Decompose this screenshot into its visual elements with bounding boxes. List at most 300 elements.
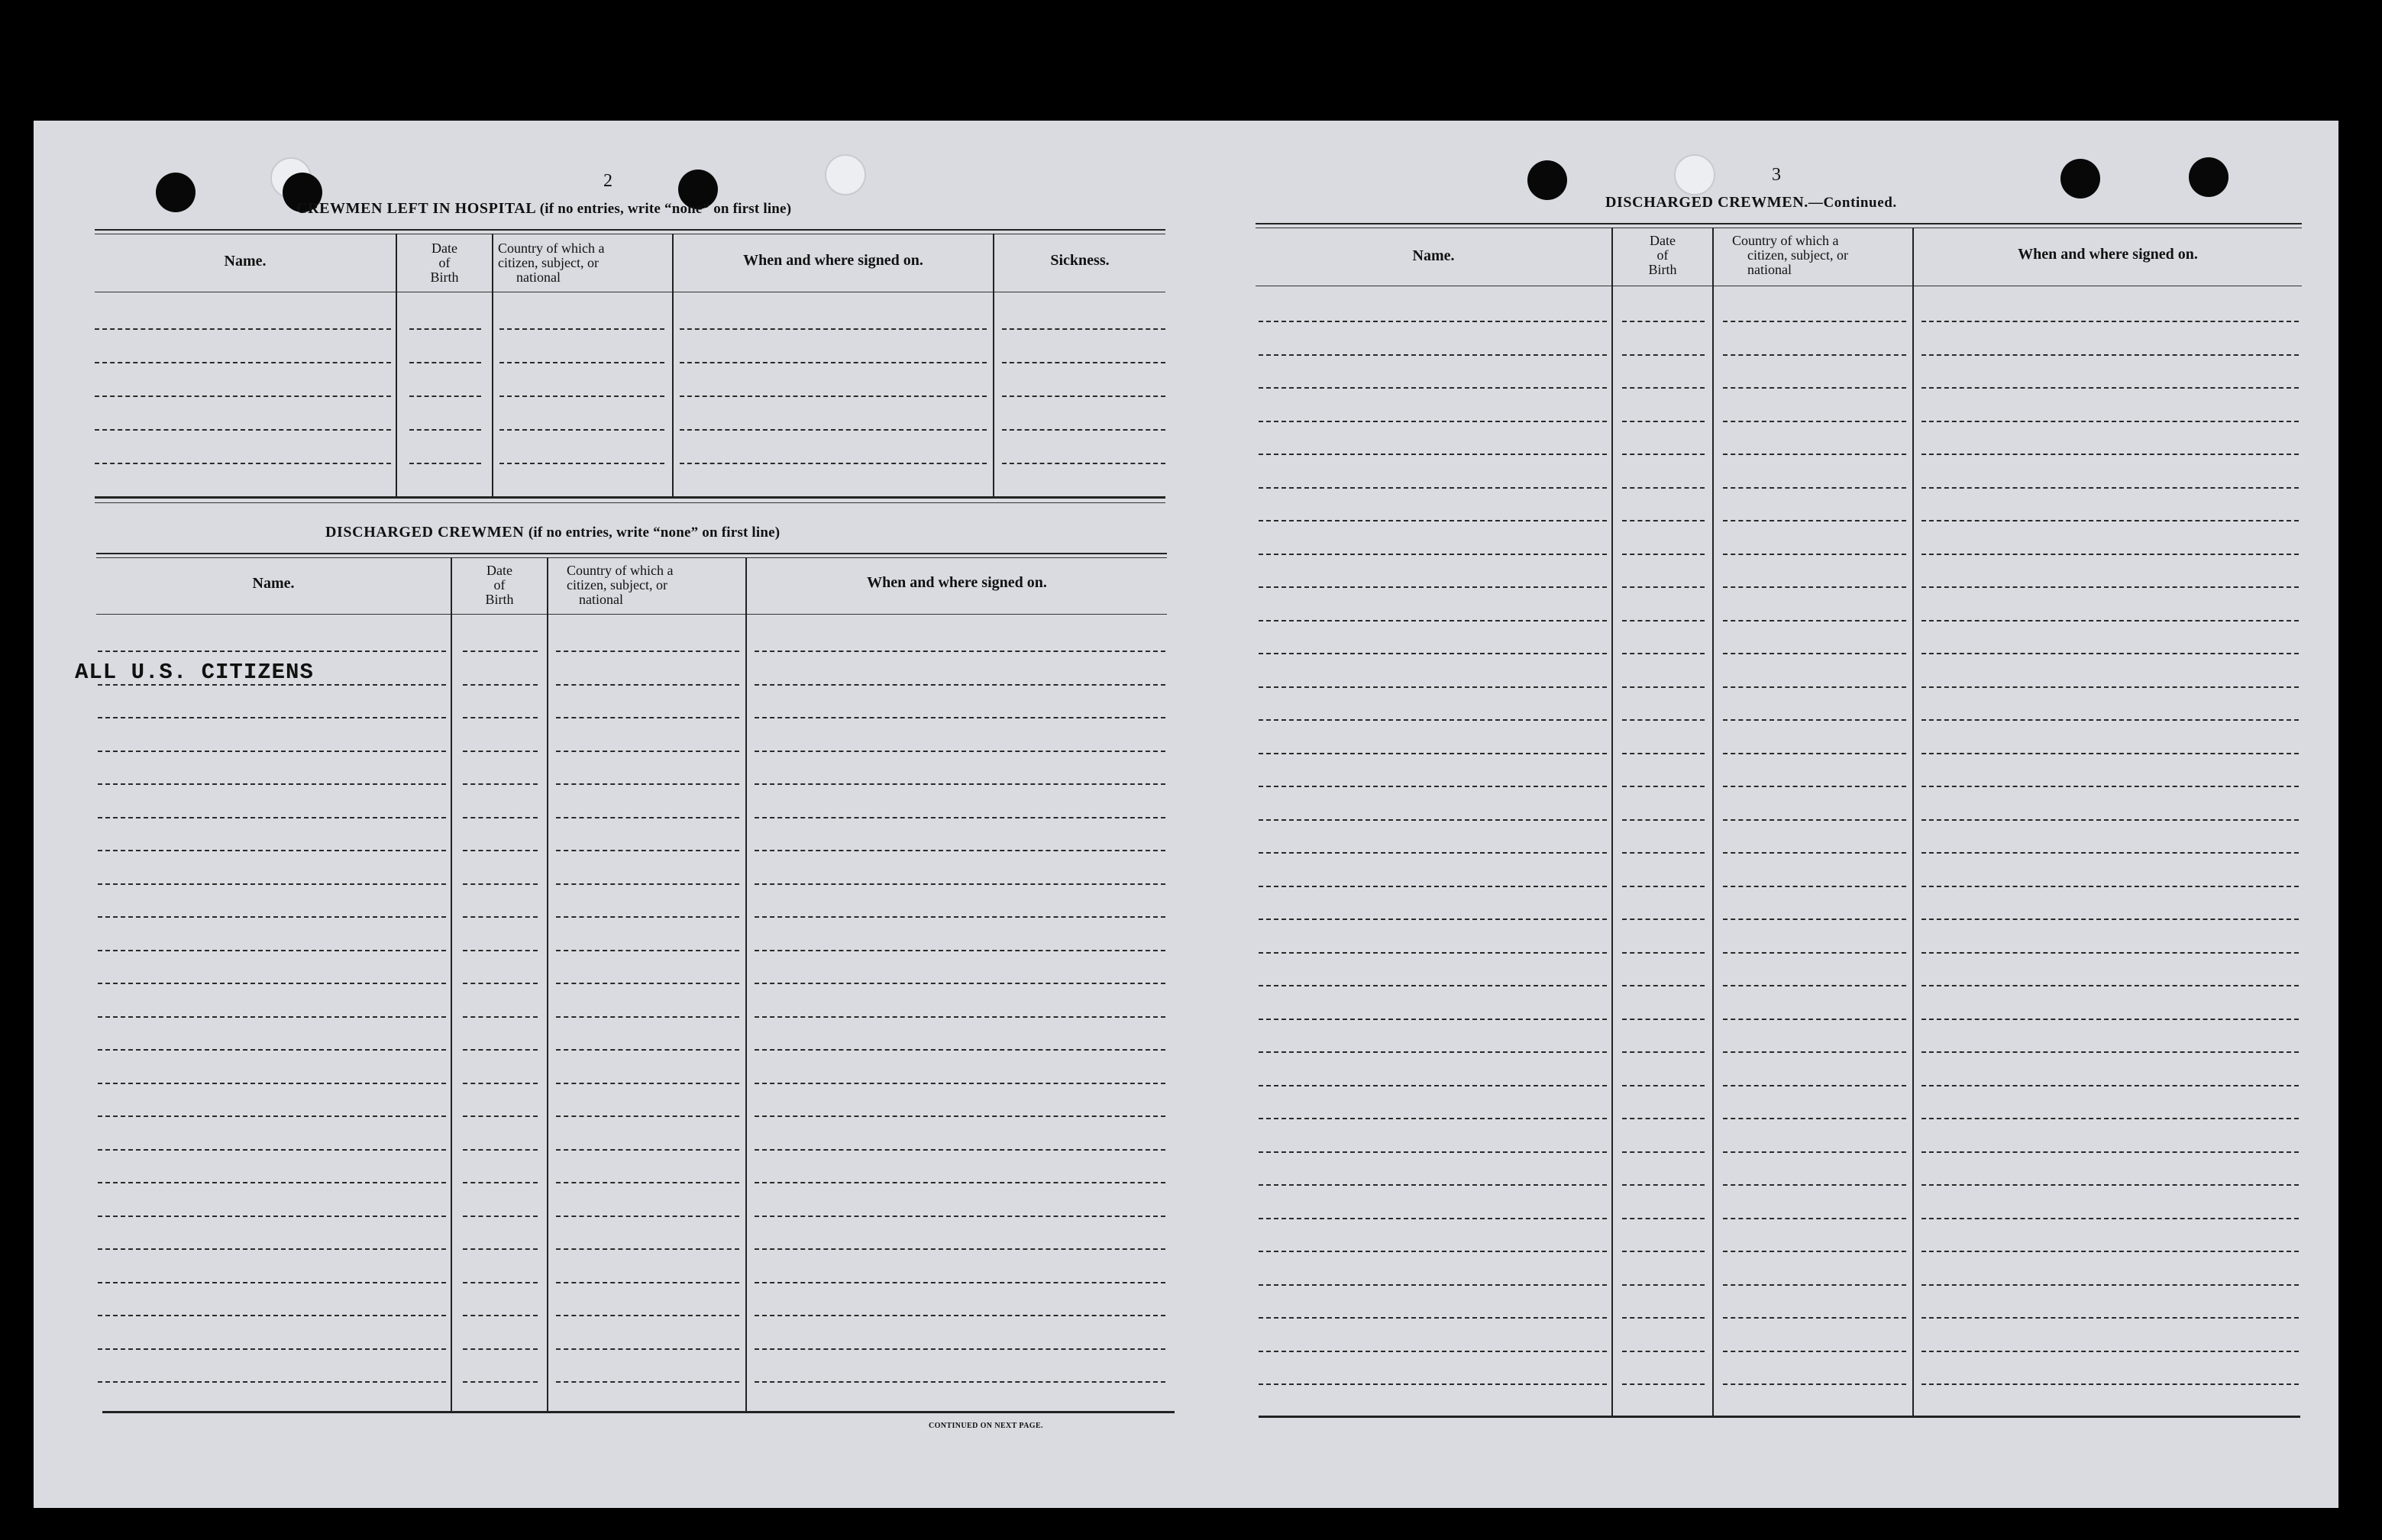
blank-entry-line bbox=[556, 817, 739, 818]
blank-entry-line bbox=[755, 983, 1165, 984]
blank-entry-line bbox=[1259, 1019, 1607, 1020]
blank-entry-line bbox=[1723, 686, 1906, 688]
column-header-name: Name. bbox=[252, 575, 295, 592]
column-divider bbox=[1912, 228, 1914, 1416]
blank-entry-line bbox=[1259, 952, 1607, 954]
blank-entry-line bbox=[1723, 554, 1906, 555]
blank-entry-line bbox=[1622, 1085, 1705, 1086]
blank-entry-line bbox=[1921, 1351, 2299, 1352]
blank-entry-line bbox=[1259, 919, 1607, 920]
column-header-country bbox=[493, 241, 672, 285]
blank-entry-line bbox=[98, 1282, 446, 1283]
blank-entry-line bbox=[1723, 520, 1906, 521]
blank-entry-line bbox=[463, 1381, 538, 1383]
dob-line: Birth bbox=[1648, 262, 1677, 277]
blank-entry-line bbox=[1622, 1284, 1705, 1286]
blank-entry-line bbox=[1921, 919, 2299, 920]
blank-entry-line bbox=[1921, 421, 2299, 422]
discharged-continued-suffix: —Continued. bbox=[1808, 195, 1897, 211]
blank-entry-line bbox=[463, 1282, 538, 1283]
discharged-section-title bbox=[325, 524, 780, 541]
continued-on-next-page-note: CONTINUED ON NEXT PAGE. bbox=[929, 1422, 1043, 1430]
blank-entry-line bbox=[1921, 1051, 2299, 1053]
table-bottom-rule bbox=[102, 1411, 1175, 1413]
blank-entry-line bbox=[1002, 328, 1165, 330]
blank-entry-line bbox=[556, 1115, 739, 1117]
blank-entry-line bbox=[1921, 586, 2299, 588]
blank-entry-line bbox=[1259, 421, 1607, 422]
blank-entry-line bbox=[556, 684, 739, 686]
blank-entry-line bbox=[1622, 653, 1705, 654]
country-line: citizen, subject, or bbox=[498, 255, 599, 270]
blank-entry-line bbox=[556, 1348, 739, 1350]
blank-entry-line bbox=[95, 328, 391, 330]
country-line: national bbox=[1747, 262, 1792, 277]
blank-entry-line bbox=[755, 1315, 1165, 1316]
country-line: citizen, subject, or bbox=[567, 577, 667, 592]
blank-entry-line bbox=[1921, 1284, 2299, 1286]
blank-entry-line bbox=[1921, 952, 2299, 954]
blank-entry-line bbox=[1723, 985, 1906, 986]
blank-entry-line bbox=[98, 1083, 446, 1084]
discharged-title-instruction: (if no entries, write “none” on first line) bbox=[528, 525, 781, 541]
blank-entry-line bbox=[1921, 753, 2299, 754]
blank-entry-line bbox=[755, 1248, 1165, 1250]
blank-entry-line bbox=[1259, 1351, 1607, 1352]
blank-entry-line bbox=[1921, 354, 2299, 356]
blank-entry-line bbox=[755, 717, 1165, 718]
blank-entry-line bbox=[1723, 753, 1906, 754]
hospital-title-text: CREWMEN LEFT IN HOSPITAL bbox=[296, 200, 536, 217]
blank-entry-line bbox=[556, 1216, 739, 1217]
blank-entry-line bbox=[98, 1182, 446, 1183]
column-header-date-of-birth bbox=[397, 241, 492, 285]
blank-entry-line bbox=[1921, 985, 2299, 986]
blank-entry-line bbox=[463, 783, 538, 785]
blank-entry-line bbox=[1723, 919, 1906, 920]
blank-entry-line bbox=[1002, 395, 1165, 397]
blank-entry-line bbox=[680, 395, 987, 397]
blank-entry-line bbox=[556, 751, 739, 752]
blank-entry-line bbox=[463, 950, 538, 951]
blank-entry-line bbox=[556, 916, 739, 918]
blank-entry-line bbox=[556, 1182, 739, 1183]
blank-entry-line bbox=[1622, 554, 1705, 555]
blank-entry-line bbox=[1723, 1151, 1906, 1153]
blank-entry-line bbox=[1723, 1383, 1906, 1385]
blank-entry-line bbox=[755, 1149, 1165, 1151]
column-divider bbox=[745, 557, 747, 1411]
blank-entry-line bbox=[755, 651, 1165, 652]
blank-entry-line bbox=[499, 362, 664, 363]
blank-entry-line bbox=[1723, 1351, 1906, 1352]
right-page-number: 3 bbox=[1772, 165, 1781, 185]
blank-entry-line bbox=[1622, 387, 1705, 389]
blank-entry-line bbox=[1921, 686, 2299, 688]
blank-entry-line bbox=[1921, 786, 2299, 787]
blank-entry-line bbox=[1259, 686, 1607, 688]
blank-entry-line bbox=[755, 950, 1165, 951]
blank-entry-line bbox=[755, 751, 1165, 752]
blank-entry-line bbox=[1723, 786, 1906, 787]
blank-entry-line bbox=[755, 1049, 1165, 1051]
blank-entry-line bbox=[1622, 753, 1705, 754]
blank-entry-line bbox=[1622, 1151, 1705, 1153]
blank-entry-line bbox=[755, 916, 1165, 918]
blank-entry-line bbox=[1921, 852, 2299, 854]
blank-entry-line bbox=[463, 1149, 538, 1151]
punch-hole bbox=[2189, 157, 2228, 197]
column-header-date-of-birth bbox=[1613, 234, 1712, 277]
blank-entry-line bbox=[1921, 1085, 2299, 1086]
dob-line: of bbox=[493, 577, 506, 592]
country-line: citizen, subject, or bbox=[1747, 247, 1848, 263]
blank-entry-line bbox=[1921, 719, 2299, 721]
blank-entry-line bbox=[1723, 586, 1906, 588]
blank-entry-line bbox=[1259, 1218, 1607, 1219]
blank-entry-line bbox=[1622, 1019, 1705, 1020]
blank-entry-line bbox=[98, 1115, 446, 1117]
blank-entry-line bbox=[1259, 753, 1607, 754]
blank-entry-line bbox=[1259, 819, 1607, 821]
blank-entry-line bbox=[1259, 985, 1607, 986]
blank-entry-line bbox=[463, 916, 538, 918]
blank-entry-line bbox=[1723, 852, 1906, 854]
blank-entry-line bbox=[499, 328, 664, 330]
blank-entry-line bbox=[1723, 653, 1906, 654]
column-divider bbox=[1611, 228, 1613, 1416]
blank-entry-line bbox=[556, 651, 739, 652]
blank-entry-line bbox=[1723, 1085, 1906, 1086]
blank-entry-line bbox=[680, 429, 987, 431]
blank-entry-line bbox=[755, 817, 1165, 818]
column-divider bbox=[1712, 228, 1714, 1416]
blank-entry-line bbox=[1723, 321, 1906, 322]
punch-hole bbox=[1527, 160, 1567, 200]
blank-entry-line bbox=[556, 1016, 739, 1018]
blank-entry-line bbox=[1259, 852, 1607, 854]
blank-entry-line bbox=[98, 783, 446, 785]
punch-hole-torn bbox=[825, 154, 866, 195]
blank-entry-line bbox=[1259, 1383, 1607, 1385]
blank-entry-line bbox=[1921, 454, 2299, 455]
blank-entry-line bbox=[1259, 586, 1607, 588]
blank-entry-line bbox=[1921, 1251, 2299, 1252]
blank-entry-line bbox=[463, 751, 538, 752]
blank-entry-line bbox=[1921, 1317, 2299, 1319]
blank-entry-line bbox=[1723, 1019, 1906, 1020]
blank-entry-line bbox=[1723, 1184, 1906, 1186]
blank-entry-line bbox=[1622, 1251, 1705, 1252]
table-top-rule bbox=[1256, 223, 2302, 224]
table-header-rule bbox=[96, 614, 1167, 615]
blank-entry-line bbox=[1723, 421, 1906, 422]
blank-entry-line bbox=[1723, 454, 1906, 455]
blank-entry-line bbox=[409, 429, 481, 431]
blank-entry-line bbox=[1002, 463, 1165, 464]
blank-entry-line bbox=[1259, 1085, 1607, 1086]
blank-entry-line bbox=[1259, 620, 1607, 621]
blank-entry-line bbox=[463, 717, 538, 718]
dob-line: Birth bbox=[430, 270, 459, 285]
blank-entry-line bbox=[1002, 429, 1165, 431]
blank-entry-line bbox=[556, 983, 739, 984]
blank-entry-line bbox=[1622, 1118, 1705, 1119]
blank-entry-line bbox=[755, 1381, 1165, 1383]
blank-entry-line bbox=[755, 1083, 1165, 1084]
blank-entry-line bbox=[1921, 653, 2299, 654]
discharged-title-text: DISCHARGED CREWMEN bbox=[325, 524, 525, 541]
blank-entry-line bbox=[755, 850, 1165, 851]
blank-entry-line bbox=[409, 463, 481, 464]
blank-entry-line bbox=[556, 1049, 739, 1051]
blank-entry-line bbox=[463, 1182, 538, 1183]
typed-entry: ALL U.S. CITIZENS bbox=[75, 660, 314, 685]
blank-entry-line bbox=[1622, 886, 1705, 887]
document-paper bbox=[34, 121, 2338, 1508]
blank-entry-line bbox=[98, 850, 446, 851]
discharged-continued-title bbox=[1605, 194, 1897, 211]
blank-entry-line bbox=[463, 850, 538, 851]
blank-entry-line bbox=[1259, 387, 1607, 389]
blank-entry-line bbox=[1259, 1251, 1607, 1252]
blank-entry-line bbox=[463, 1016, 538, 1018]
blank-entry-line bbox=[1259, 354, 1607, 356]
column-header-date-of-birth bbox=[452, 563, 547, 607]
blank-entry-line bbox=[463, 1115, 538, 1117]
table-top-rule bbox=[96, 553, 1167, 554]
table-top-rule bbox=[96, 557, 1167, 558]
blank-entry-line bbox=[1622, 321, 1705, 322]
blank-entry-line bbox=[556, 1248, 739, 1250]
dob-line: of bbox=[438, 255, 451, 270]
blank-entry-line bbox=[1723, 719, 1906, 721]
blank-entry-line bbox=[98, 1049, 446, 1051]
blank-entry-line bbox=[463, 983, 538, 984]
blank-entry-line bbox=[1002, 362, 1165, 363]
column-divider bbox=[547, 557, 548, 1411]
blank-entry-line bbox=[1259, 1051, 1607, 1053]
column-header-signed-on: When and where signed on. bbox=[867, 574, 1047, 591]
blank-entry-line bbox=[98, 817, 446, 818]
blank-entry-line bbox=[1723, 886, 1906, 887]
blank-entry-line bbox=[1921, 620, 2299, 621]
blank-entry-line bbox=[1921, 321, 2299, 322]
blank-entry-line bbox=[1723, 387, 1906, 389]
blank-entry-line bbox=[1622, 454, 1705, 455]
left-page-number: 2 bbox=[603, 171, 612, 191]
blank-entry-line bbox=[499, 395, 664, 397]
country-line: Country of which a bbox=[567, 563, 674, 578]
blank-entry-line bbox=[556, 717, 739, 718]
blank-entry-line bbox=[1259, 454, 1607, 455]
blank-entry-line bbox=[1259, 1317, 1607, 1319]
blank-entry-line bbox=[556, 1149, 739, 1151]
blank-entry-line bbox=[1921, 1184, 2299, 1186]
blank-entry-line bbox=[1259, 653, 1607, 654]
blank-entry-line bbox=[95, 463, 391, 464]
blank-entry-line bbox=[680, 328, 987, 330]
blank-entry-line bbox=[556, 883, 739, 885]
blank-entry-line bbox=[1622, 985, 1705, 986]
blank-entry-line bbox=[1921, 1218, 2299, 1219]
blank-entry-line bbox=[556, 1315, 739, 1316]
blank-entry-line bbox=[1259, 554, 1607, 555]
blank-entry-line bbox=[98, 751, 446, 752]
blank-entry-line bbox=[463, 1083, 538, 1084]
dob-line: of bbox=[1656, 247, 1669, 263]
blank-entry-line bbox=[1921, 1151, 2299, 1153]
blank-entry-line bbox=[499, 429, 664, 431]
blank-entry-line bbox=[98, 950, 446, 951]
blank-entry-line bbox=[463, 1348, 538, 1350]
blank-entry-line bbox=[1622, 786, 1705, 787]
blank-entry-line bbox=[463, 1216, 538, 1217]
country-line: national bbox=[516, 270, 561, 285]
blank-entry-line bbox=[98, 651, 446, 652]
blank-entry-line bbox=[1921, 819, 2299, 821]
blank-entry-line bbox=[1921, 1019, 2299, 1020]
blank-entry-line bbox=[409, 362, 481, 363]
blank-entry-line bbox=[463, 684, 538, 686]
table-bottom-rule bbox=[95, 496, 1165, 499]
blank-entry-line bbox=[463, 1248, 538, 1250]
blank-entry-line bbox=[755, 1016, 1165, 1018]
blank-entry-line bbox=[556, 783, 739, 785]
blank-entry-line bbox=[556, 950, 739, 951]
blank-entry-line bbox=[1259, 1118, 1607, 1119]
blank-entry-line bbox=[1622, 1351, 1705, 1352]
blank-entry-line bbox=[1259, 321, 1607, 322]
blank-entry-line bbox=[98, 1149, 446, 1151]
blank-entry-line bbox=[1723, 819, 1906, 821]
blank-entry-line bbox=[1723, 354, 1906, 356]
column-header-signed-on: When and where signed on. bbox=[743, 252, 923, 269]
blank-entry-line bbox=[1622, 354, 1705, 356]
blank-entry-line bbox=[463, 1315, 538, 1316]
blank-entry-line bbox=[95, 395, 391, 397]
blank-entry-line bbox=[1622, 487, 1705, 489]
column-header-sickness: Sickness. bbox=[1050, 252, 1110, 269]
dob-line: Date bbox=[1650, 233, 1676, 248]
blank-entry-line bbox=[1622, 852, 1705, 854]
blank-entry-line bbox=[556, 1083, 739, 1084]
blank-entry-line bbox=[98, 1216, 446, 1217]
blank-entry-line bbox=[1259, 886, 1607, 887]
country-line: Country of which a bbox=[1732, 233, 1839, 248]
blank-entry-line bbox=[1622, 520, 1705, 521]
blank-entry-line bbox=[556, 1282, 739, 1283]
blank-entry-line bbox=[755, 783, 1165, 785]
blank-entry-line bbox=[1921, 1383, 2299, 1385]
blank-entry-line bbox=[98, 883, 446, 885]
column-header-country bbox=[1714, 234, 1912, 277]
blank-entry-line bbox=[98, 1248, 446, 1250]
blank-entry-line bbox=[1723, 1218, 1906, 1219]
blank-entry-line bbox=[1622, 1317, 1705, 1319]
blank-entry-line bbox=[1622, 952, 1705, 954]
blank-entry-line bbox=[463, 817, 538, 818]
blank-entry-line bbox=[95, 429, 391, 431]
blank-entry-line bbox=[1622, 1051, 1705, 1053]
blank-entry-line bbox=[1723, 1051, 1906, 1053]
column-divider bbox=[451, 557, 452, 1411]
blank-entry-line bbox=[98, 717, 446, 718]
blank-entry-line bbox=[1622, 1218, 1705, 1219]
blank-entry-line bbox=[463, 883, 538, 885]
blank-entry-line bbox=[1723, 1251, 1906, 1252]
blank-entry-line bbox=[463, 651, 538, 652]
blank-entry-line bbox=[1921, 886, 2299, 887]
blank-entry-line bbox=[98, 1348, 446, 1350]
blank-entry-line bbox=[1723, 952, 1906, 954]
blank-entry-line bbox=[409, 395, 481, 397]
blank-entry-line bbox=[755, 1216, 1165, 1217]
blank-entry-line bbox=[1723, 1317, 1906, 1319]
blank-entry-line bbox=[1259, 520, 1607, 521]
blank-entry-line bbox=[1622, 1383, 1705, 1385]
blank-entry-line bbox=[98, 983, 446, 984]
discharged-continued-title-text: DISCHARGED CREWMEN. bbox=[1605, 194, 1808, 211]
blank-entry-line bbox=[1259, 1284, 1607, 1286]
blank-entry-line bbox=[1921, 520, 2299, 521]
blank-entry-line bbox=[1622, 686, 1705, 688]
blank-entry-line bbox=[1259, 1184, 1607, 1186]
country-line: Country of which a bbox=[498, 241, 605, 256]
blank-entry-line bbox=[1723, 1118, 1906, 1119]
blank-entry-line bbox=[1622, 586, 1705, 588]
blank-entry-line bbox=[1921, 387, 2299, 389]
blank-entry-line bbox=[755, 684, 1165, 686]
country-line: national bbox=[579, 592, 623, 607]
blank-entry-line bbox=[463, 1049, 538, 1051]
blank-entry-line bbox=[98, 1016, 446, 1018]
blank-entry-line bbox=[95, 362, 391, 363]
hospital-title-instruction: (if no entries, write “none” on first line) bbox=[539, 201, 792, 217]
blank-entry-line bbox=[556, 1381, 739, 1383]
blank-entry-line bbox=[1259, 719, 1607, 721]
punch-hole bbox=[2060, 159, 2100, 199]
blank-entry-line bbox=[1622, 919, 1705, 920]
blank-entry-line bbox=[1259, 786, 1607, 787]
column-divider bbox=[993, 234, 994, 498]
punch-hole bbox=[156, 173, 196, 212]
blank-entry-line bbox=[1259, 1151, 1607, 1153]
blank-entry-line bbox=[755, 1348, 1165, 1350]
dob-line: Date bbox=[431, 241, 457, 256]
blank-entry-line bbox=[1622, 1184, 1705, 1186]
blank-entry-line bbox=[1622, 719, 1705, 721]
column-header-name: Name. bbox=[1412, 247, 1455, 264]
blank-entry-line bbox=[409, 328, 481, 330]
column-header-country bbox=[548, 563, 745, 607]
blank-entry-line bbox=[98, 1381, 446, 1383]
blank-entry-line bbox=[1723, 620, 1906, 621]
blank-entry-line bbox=[1921, 487, 2299, 489]
blank-entry-line bbox=[755, 1182, 1165, 1183]
blank-entry-line bbox=[755, 883, 1165, 885]
blank-entry-line bbox=[1259, 487, 1607, 489]
punch-hole-torn bbox=[1674, 154, 1715, 195]
blank-entry-line bbox=[1921, 1118, 2299, 1119]
blank-entry-line bbox=[1622, 620, 1705, 621]
blank-entry-line bbox=[680, 362, 987, 363]
table-bottom-rule bbox=[1259, 1416, 2300, 1418]
blank-entry-line bbox=[1723, 1284, 1906, 1286]
table-bottom-rule bbox=[95, 502, 1165, 503]
blank-entry-line bbox=[556, 850, 739, 851]
blank-entry-line bbox=[98, 916, 446, 918]
